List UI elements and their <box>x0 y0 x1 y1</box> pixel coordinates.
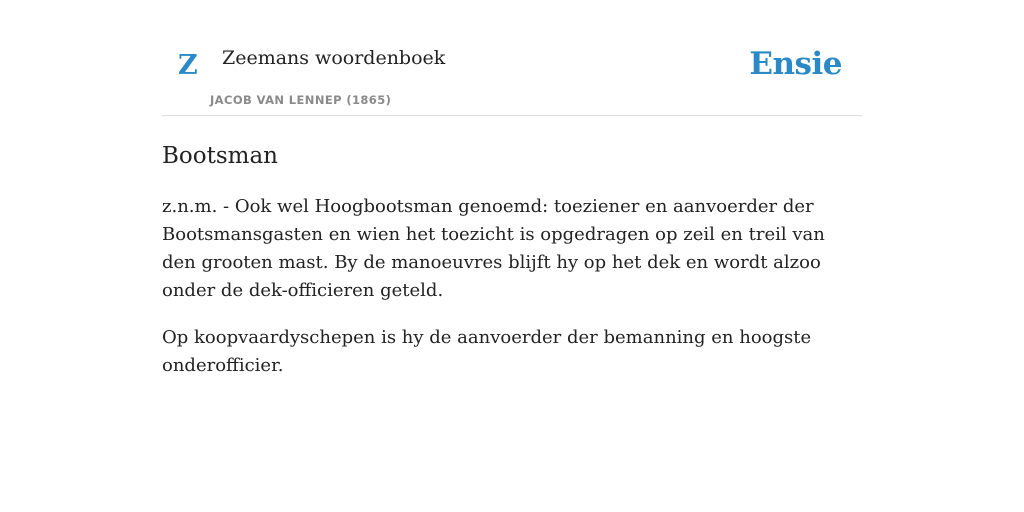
entry-paragraph: Op koopvaardyschepen is hy de aanvoerder der bemanning en hoogste onderofficier. <box>162 327 812 376</box>
entry-title: Bootsman <box>162 143 278 169</box>
entry-paragraph: z.n.m. - Ook wel Hoogbootsman genoemd: toeziener en aanvoerder der Bootsmansgasten en wien het toezicht is opgedragen op zeil en treil van den grooten mast. By de manoeuvres blijft hy op het dek en wordt alzoo onder de dek-officieren geteld. <box>162 196 825 301</box>
page-container <box>162 0 862 380</box>
book-header <box>162 0 862 116</box>
book-logo-icon[interactable]: Z <box>178 50 198 81</box>
book-title-link[interactable]: Zeemans woordenboek <box>222 47 446 69</box>
book-author: JACOB VAN LENNEP (1865) <box>210 93 392 107</box>
ensie-logo-link[interactable]: Ensie <box>749 46 842 82</box>
